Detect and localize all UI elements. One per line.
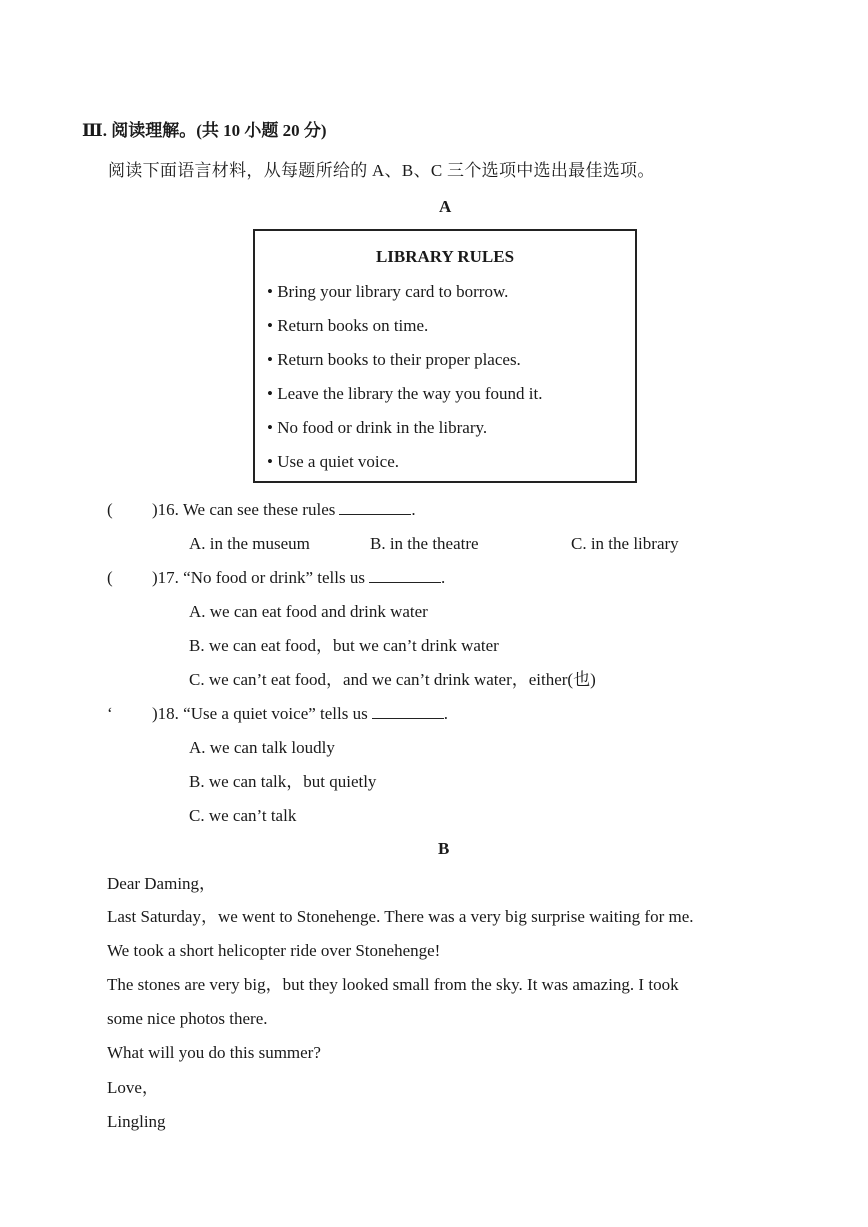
letter-signature: Lingling (107, 1112, 166, 1131)
letter-line: The stones are very big，but they looked small from the sky. It was amazing. I took (107, 975, 679, 994)
question-17-paren: ( (107, 568, 113, 587)
rule-item: • Return books to their proper places. (267, 350, 521, 369)
question-16-option-b[interactable]: B. in the theatre (370, 534, 479, 553)
library-rules-box (253, 229, 637, 483)
question-suffix: . (440, 568, 446, 587)
letter-line: Last Saturday，we went to Stonehenge. There was a very big surprise waiting for me. (107, 907, 694, 926)
answer-blank[interactable] (339, 500, 411, 515)
letter-closing: Love， (107, 1078, 159, 1097)
rule-item: • Return books on time. (267, 316, 429, 335)
question-17-stem (152, 567, 445, 589)
question-18-option-c[interactable]: C. we can’t talk (189, 806, 297, 825)
question-18-stem (152, 703, 448, 725)
question-17-option-a[interactable]: A. we can eat food and drink water (189, 602, 428, 621)
question-16-stem (152, 499, 416, 521)
question-stem-text: )18. “Use a quiet voice” tells us (152, 704, 368, 723)
letter-greeting: Dear Daming， (107, 874, 217, 893)
part-b-label: B (438, 839, 450, 858)
question-18-paren: ʻ (107, 704, 113, 723)
question-stem-text: )16. We can see these rules (152, 500, 336, 519)
letter-line: some nice photos there. (107, 1009, 268, 1028)
section-title: Ⅲ. 阅读理解。(共 10 小题 20 分) (82, 121, 327, 140)
rules-title: LIBRARY RULES (375, 247, 515, 266)
answer-blank[interactable] (369, 568, 441, 583)
question-16-option-c[interactable]: C. in the library (571, 534, 679, 553)
answer-blank[interactable] (372, 704, 444, 719)
question-16-option-a[interactable]: A. in the museum (189, 534, 310, 553)
part-a-label: A (439, 197, 452, 216)
rule-item: • Leave the library the way you found it. (267, 384, 543, 403)
letter-line: We took a short helicopter ride over Stonehenge! (107, 941, 441, 960)
question-suffix: . (443, 704, 448, 723)
section-instruction: 阅读下面语言材料，从每题所给的 A、B、C 三个选项中选出最佳选项。 (108, 161, 655, 180)
letter-line: What will you do this summer? (107, 1043, 321, 1062)
question-18-option-b[interactable]: B. we can talk，but quietly (189, 772, 377, 791)
question-suffix: . (411, 500, 416, 519)
rule-item: • Bring your library card to borrow. (267, 282, 509, 301)
question-17-option-c[interactable]: C. we can’t eat food，and we can’t drink water，either(也) (189, 670, 596, 689)
question-stem-text: )17. “No food or drink” tells us (152, 568, 365, 587)
question-18-option-a[interactable]: A. we can talk loudly (189, 738, 335, 757)
question-17-option-b[interactable]: B. we can eat food，but we can’t drink water (189, 636, 499, 655)
rule-item: • Use a quiet voice. (267, 452, 399, 471)
question-16-paren: ( (107, 500, 113, 519)
rule-item: • No food or drink in the library. (267, 418, 488, 437)
